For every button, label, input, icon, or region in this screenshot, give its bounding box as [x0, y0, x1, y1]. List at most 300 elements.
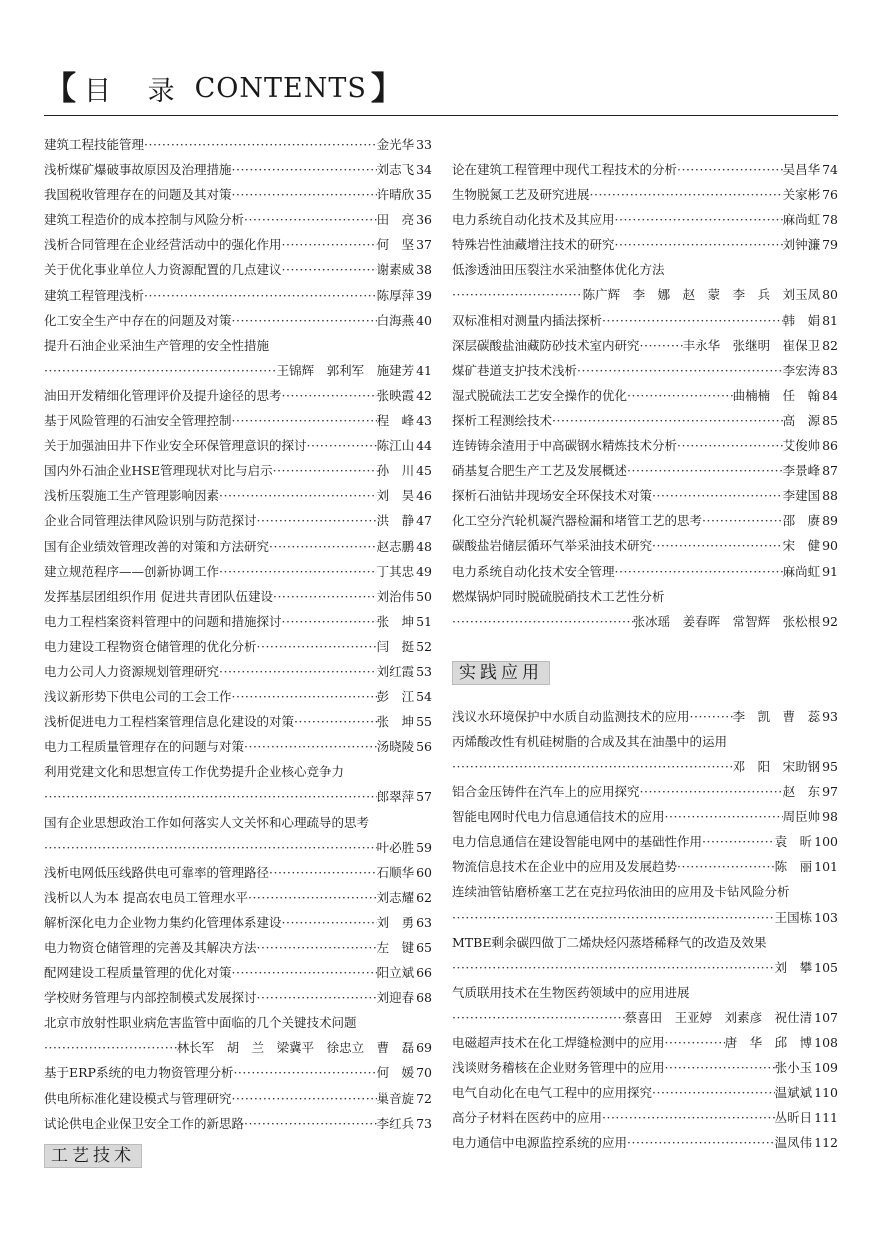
toc-row	[44, 408, 432, 433]
toc-entry[interactable]	[44, 232, 432, 257]
toc-entry[interactable]	[452, 207, 838, 232]
toc-row	[44, 609, 432, 634]
entry-title: 学校财务管理与内部控制模式发展探讨	[44, 990, 257, 1006]
toc-row	[44, 458, 432, 483]
dot-leader	[244, 734, 377, 759]
entry-page: 112	[814, 1135, 838, 1151]
entry-title: 浅析煤矿爆破事故原因及治理措施	[44, 162, 232, 178]
entry-title: 物流信息技术在企业中的应用及发展趋势	[452, 859, 678, 875]
dot-leader	[615, 559, 783, 584]
toc-row	[44, 910, 432, 935]
toc-entry[interactable]	[44, 759, 432, 784]
entry-title: 提升石油企业采油生产管理的安全性措施	[44, 337, 270, 353]
toc-row	[452, 358, 838, 383]
dot-leader	[232, 308, 377, 333]
entry-page: 37	[416, 237, 432, 253]
toc-entry[interactable]	[452, 1055, 838, 1080]
entry-title: 电力工程档案资料管理中的问题和措施探讨	[44, 613, 282, 629]
toc-row	[452, 754, 838, 779]
entry-page: 34	[416, 162, 432, 178]
entry-page: 83	[822, 362, 838, 378]
entry-page: 53	[416, 663, 432, 679]
entry-author: 丛昕日	[774, 1110, 813, 1126]
toc-entry[interactable]	[452, 433, 838, 458]
toc-entry[interactable]	[452, 729, 838, 754]
entry-title: 电力通信中电源监控系统的应用	[452, 1135, 628, 1151]
dot-leader	[652, 533, 783, 558]
toc-entry[interactable]	[44, 483, 432, 508]
toc-row	[44, 283, 432, 308]
entry-author: 张 坤	[376, 613, 415, 629]
toc-entry[interactable]	[44, 810, 432, 835]
toc-entry[interactable]	[452, 1080, 838, 1105]
toc-row	[452, 854, 838, 879]
toc-row	[452, 779, 838, 804]
entry-author: 唐 华 邱 博	[724, 1035, 813, 1050]
entry-page: 43	[416, 413, 432, 429]
toc-entry[interactable]	[452, 779, 838, 804]
toc-entry[interactable]	[452, 1130, 838, 1155]
entry-author: 赵志鹏	[376, 538, 415, 554]
entry-author: 艾俊帅	[782, 438, 821, 454]
entry-author: 麻尚虹	[782, 212, 821, 228]
toc-entry[interactable]	[452, 559, 838, 584]
dot-leader	[615, 207, 783, 232]
entry-title: 浅析压裂施工生产管理影响因素	[44, 488, 220, 504]
toc-row	[452, 508, 838, 533]
entry-author: 宋 健	[782, 538, 821, 554]
dot-leader	[282, 383, 377, 408]
toc-entry[interactable]	[44, 1086, 432, 1111]
entry-title: 低渗透油田压裂注水采油整体优化方法	[452, 262, 665, 278]
dot-leader	[640, 779, 783, 804]
entry-title: 双标准相对测量内插法探析	[452, 312, 603, 328]
dot-leader	[652, 1080, 775, 1105]
entry-author: 刘迎春	[376, 990, 415, 1006]
toc-row	[44, 960, 432, 985]
dot-leader	[452, 754, 733, 779]
entry-author: 关家彬	[782, 187, 821, 203]
toc-entry[interactable]	[44, 358, 432, 383]
dot-leader	[652, 483, 783, 508]
entry-title: 建筑工程技能管理	[44, 137, 145, 152]
entry-author: 郎翠萍	[376, 789, 415, 805]
section-heading-shijian: 实践应用	[452, 661, 550, 685]
entry-author: 李景峰	[782, 463, 821, 479]
toc-row	[452, 980, 838, 1005]
toc-entry[interactable]	[44, 408, 432, 433]
entry-title: 论在建筑工程管理中现代工程技术的分析	[452, 162, 678, 177]
toc-entry[interactable]	[452, 308, 838, 333]
entry-page: 41	[416, 362, 432, 378]
entry-page: 108	[814, 1035, 838, 1050]
entry-title: 浅析电网低压线路供电可靠率的管理路径	[44, 864, 270, 880]
toc-row	[452, 930, 838, 955]
toc-row	[452, 182, 838, 207]
entry-title: 电气自动化在电气工程中的应用探究	[452, 1085, 653, 1101]
entry-author: 陈 丽	[774, 859, 813, 875]
toc-entry[interactable]	[452, 408, 838, 433]
toc-entry[interactable]	[452, 508, 838, 533]
dot-leader	[282, 257, 377, 282]
entry-author: 刘志飞	[376, 162, 415, 178]
right-entries-a	[452, 157, 838, 634]
toc-row	[44, 534, 432, 559]
entry-author: 程 峰	[376, 413, 415, 429]
toc-entry[interactable]	[44, 734, 432, 759]
toc-entry[interactable]	[44, 458, 432, 483]
entry-author: 李 凯 曹 蕊	[732, 708, 821, 724]
entry-title: 电力物资仓储管理的完善及其解决方法	[44, 940, 257, 955]
dot-leader	[273, 584, 377, 609]
toc-row	[452, 1105, 838, 1130]
toc-entry[interactable]	[452, 333, 838, 358]
dot-leader	[269, 534, 377, 559]
toc-entry[interactable]	[452, 584, 838, 609]
entry-page: 46	[416, 488, 432, 504]
toc-entry[interactable]	[44, 709, 432, 734]
toc-row	[44, 1086, 432, 1111]
toc-row	[44, 1035, 432, 1060]
toc-entry[interactable]	[452, 854, 838, 879]
dot-leader	[282, 910, 377, 935]
toc-entry[interactable]	[452, 930, 838, 955]
entry-title: 建筑工程管理浅析	[44, 287, 145, 303]
entry-title: 铝合金压铸件在汽车上的应用探究	[452, 784, 640, 800]
entry-page: 88	[822, 488, 838, 504]
toc-entry[interactable]	[44, 885, 432, 910]
entry-page: 93	[822, 708, 838, 724]
entry-page: 50	[416, 588, 432, 604]
dot-leader	[702, 508, 783, 533]
toc-entry[interactable]	[44, 860, 432, 885]
toc-entry[interactable]	[44, 985, 432, 1010]
entry-author: 李建国	[782, 488, 821, 504]
dot-leader	[257, 508, 377, 533]
entry-author: 陈江山	[376, 438, 415, 454]
entry-author: 丰永华 张继明 崔保卫	[682, 337, 821, 353]
entry-author: 高 源	[782, 412, 821, 428]
toc-entry[interactable]	[452, 1030, 838, 1055]
entry-author: 张映霞	[376, 387, 415, 403]
entry-page: 56	[416, 739, 432, 755]
entry-page: 54	[416, 689, 432, 705]
dot-leader	[219, 659, 377, 684]
toc-row	[44, 182, 432, 207]
toc-entry[interactable]	[44, 132, 432, 157]
toc-row	[44, 584, 432, 609]
toc-entry[interactable]	[452, 483, 838, 508]
bracket-right: 】	[370, 69, 403, 107]
entry-page: 101	[814, 859, 838, 875]
entry-page: 59	[416, 839, 432, 855]
toc-entry[interactable]	[44, 1060, 432, 1085]
entry-title: 配网建设工程质量管理的优化对策	[44, 965, 232, 981]
dot-leader	[219, 483, 377, 508]
entry-title: 利用党建文化和思想宣传工作优势提升企业核心竞争力	[44, 764, 345, 780]
dot-leader	[144, 132, 377, 157]
toc-entry[interactable]	[44, 935, 432, 960]
toc-entry[interactable]	[452, 383, 838, 408]
entry-page: 72	[416, 1090, 432, 1106]
entry-author: 左 键	[376, 940, 415, 955]
toc-row	[452, 829, 838, 854]
toc-entry[interactable]	[44, 182, 432, 207]
entry-page: 82	[822, 337, 838, 353]
entry-author: 刘钟濂	[782, 237, 821, 253]
entry-page: 89	[822, 513, 838, 529]
dot-leader	[677, 854, 775, 879]
entry-title: 浅析合同管理在企业经营活动中的强化作用	[44, 237, 282, 253]
toc-row	[44, 935, 432, 960]
entry-page: 78	[822, 212, 838, 228]
toc-entry[interactable]	[452, 879, 838, 904]
entry-author: 陈厚萍	[376, 287, 415, 303]
toc-row	[44, 709, 432, 734]
dot-leader	[282, 609, 377, 634]
toc-row	[452, 433, 838, 458]
toc-row	[452, 955, 838, 980]
toc-row	[44, 1060, 432, 1085]
entry-title: 我国税收管理存在的问题及其对策	[44, 187, 232, 203]
entry-page: 33	[416, 137, 432, 152]
dot-leader	[232, 182, 377, 207]
entry-title: 智能电网时代电力信息通信技术的应用	[452, 809, 665, 825]
entry-title: 油田开发精细化管理评价及提升途径的思考	[44, 387, 282, 403]
toc-entry[interactable]	[44, 960, 432, 985]
toc-row	[44, 257, 432, 282]
section-heading-wrap	[44, 1136, 432, 1176]
toc-entry[interactable]	[44, 784, 432, 809]
dot-leader	[665, 804, 783, 829]
dot-leader	[44, 835, 377, 860]
toc-entry[interactable]	[452, 829, 838, 854]
toc-entry[interactable]	[452, 955, 838, 980]
toc-entry[interactable]	[452, 533, 838, 558]
toc-entry[interactable]	[44, 257, 432, 282]
entry-author: 林长军 胡 兰 梁冀平 徐忠立 曹 磊	[176, 1040, 415, 1056]
toc-entry[interactable]	[452, 754, 838, 779]
title-cn: 目 录	[84, 75, 189, 107]
dot-leader	[590, 182, 783, 207]
entry-page: 73	[416, 1115, 432, 1131]
entry-author: 麻尚虹	[782, 563, 821, 579]
dot-leader	[257, 634, 377, 659]
toc-entry[interactable]	[44, 508, 432, 533]
entry-author: 刘 攀	[774, 959, 813, 975]
entry-author: 谢素威	[376, 262, 415, 278]
toc-entry[interactable]	[44, 308, 432, 333]
entry-title: 丙烯酸改性有机硅树脂的合成及其在油墨中的运用	[452, 733, 728, 749]
entry-page: 42	[416, 387, 432, 403]
entry-author: 邓 阳 宋助钢	[732, 758, 821, 774]
entry-title: 特殊岩性油藏增注技术的研究	[452, 237, 615, 253]
toc-entry[interactable]	[452, 704, 838, 729]
entry-title: 连续油管钻磨桥塞工艺在克拉玛依油田的应用及卡钻风险分析	[452, 884, 790, 900]
dot-leader	[257, 935, 377, 960]
entry-page: 97	[822, 784, 838, 800]
entry-title: 化工安全生产中存在的问题及对策	[44, 312, 232, 328]
dot-leader	[452, 955, 775, 980]
toc-entry[interactable]	[452, 232, 838, 257]
toc-row	[44, 985, 432, 1010]
toc-entry[interactable]	[44, 1111, 432, 1136]
entry-author: 邵 赓	[782, 513, 821, 529]
toc-entry[interactable]	[44, 283, 432, 308]
entry-title: 探析石油钻井现场安全环保技术对策	[452, 488, 653, 504]
entry-author: 刘 昊	[376, 488, 415, 504]
entry-page: 87	[822, 463, 838, 479]
entry-author: 汤晓陵	[376, 739, 415, 755]
entry-title: 企业合同管理法律风险识别与防范探讨	[44, 513, 257, 529]
toc-entry[interactable]	[44, 684, 432, 709]
dot-leader	[307, 433, 377, 458]
dot-leader	[232, 684, 377, 709]
toc-entry[interactable]	[44, 534, 432, 559]
toc-row	[44, 784, 432, 809]
title-en: CONTENTS	[194, 72, 367, 104]
toc-row	[452, 1005, 838, 1030]
dot-leader	[257, 985, 377, 1010]
toc-entry[interactable]	[452, 1105, 838, 1130]
entry-page: 47	[416, 513, 432, 529]
dot-leader	[233, 1060, 376, 1085]
toc-entry[interactable]	[44, 333, 432, 358]
toc-entry[interactable]	[452, 1005, 838, 1030]
toc-entry[interactable]	[452, 609, 838, 634]
toc-entry[interactable]	[452, 157, 838, 182]
dot-leader	[615, 232, 783, 257]
toc-row	[44, 383, 432, 408]
entry-author: 石顺华	[376, 864, 415, 880]
toc-entry[interactable]	[44, 609, 432, 634]
toc-entry[interactable]	[452, 182, 838, 207]
dot-leader	[627, 458, 783, 483]
entry-page: 76	[822, 187, 838, 203]
entry-author: 赵 东	[782, 784, 821, 800]
entry-title: 气质联用技术在生物医药领域中的应用进展	[452, 984, 690, 1000]
entry-page: 95	[822, 758, 838, 774]
dot-leader	[232, 408, 377, 433]
toc-row	[452, 333, 838, 358]
entry-page: 92	[822, 613, 838, 629]
dot-leader	[282, 232, 377, 257]
entry-page: 52	[416, 638, 432, 654]
toc-entry[interactable]	[452, 804, 838, 829]
entry-page: 36	[416, 212, 432, 228]
toc-entry[interactable]	[44, 433, 432, 458]
toc-row	[452, 282, 838, 307]
entry-title: 探析工程测绘技术	[452, 412, 553, 428]
toc-entry[interactable]	[44, 584, 432, 609]
toc-row	[44, 810, 432, 835]
entry-author: 李宏涛	[782, 362, 821, 378]
entry-author: 何 坚	[376, 237, 415, 253]
entry-author: 韩 娟	[782, 312, 821, 328]
entry-title: 浅议水环境保护中水质自动监测技术的应用	[452, 708, 690, 724]
contents-header	[44, 68, 403, 108]
toc-row	[452, 533, 838, 558]
toc-entry[interactable]	[452, 257, 838, 282]
entry-author: 刘红霞	[376, 663, 415, 679]
toc-row	[44, 1010, 432, 1035]
toc-entry[interactable]	[452, 358, 838, 383]
toc-entry[interactable]	[44, 383, 432, 408]
toc-row	[44, 734, 432, 759]
toc-entry[interactable]	[44, 1035, 432, 1060]
toc-entry[interactable]	[452, 980, 838, 1005]
entry-title: 发挥基层团组织作用 促进共青团队伍建设	[44, 588, 273, 604]
toc-entry[interactable]	[452, 282, 838, 307]
entry-page: 79	[822, 237, 838, 253]
entry-author: 田 亮	[376, 212, 415, 228]
toc-row	[452, 729, 838, 754]
toc-row	[44, 659, 432, 684]
entry-title: 高分子材料在医药中的应用	[452, 1110, 603, 1126]
toc-entry[interactable]	[44, 157, 432, 182]
entry-author: 闫 挺	[376, 638, 415, 654]
toc-entry[interactable]	[452, 458, 838, 483]
dot-leader	[44, 358, 277, 383]
toc-row	[44, 132, 432, 157]
dot-leader	[665, 1055, 775, 1080]
entry-page: 100	[814, 834, 838, 850]
entry-page: 51	[416, 613, 432, 629]
entry-page: 66	[416, 965, 432, 981]
entry-author: 洪 静	[376, 513, 415, 529]
dot-leader	[144, 283, 377, 308]
dot-leader	[294, 709, 377, 734]
entry-page: 55	[416, 714, 432, 730]
toc-row	[452, 704, 838, 729]
entry-page: 91	[822, 563, 838, 579]
toc-entry[interactable]	[44, 207, 432, 232]
entry-author: 许晴欣	[376, 187, 415, 203]
entry-page: 80	[822, 287, 838, 303]
entry-author: 张冰瑶 姜春晖 常智辉 张松根	[632, 613, 821, 629]
entry-title: 关于优化事业单位人力资源配置的几点建议	[44, 262, 282, 278]
entry-author: 周臣帅	[782, 809, 821, 825]
toc-row	[452, 157, 838, 182]
toc-entry[interactable]	[44, 659, 432, 684]
toc-row	[452, 207, 838, 232]
toc-row	[44, 333, 432, 358]
toc-entry[interactable]	[44, 1010, 432, 1035]
entry-author: 温斌斌	[774, 1085, 813, 1101]
dot-leader	[248, 885, 377, 910]
toc-entry[interactable]	[44, 634, 432, 659]
entry-title: 关于加强油田井下作业安全环保管理意识的探讨	[44, 438, 307, 454]
entry-title: 连铸铸余渣用于中高碳钢水精炼技术分析	[452, 438, 678, 454]
toc-entry[interactable]	[44, 910, 432, 935]
toc-row	[452, 483, 838, 508]
entry-title: 电磁超声技术在化工焊缝检测中的应用	[452, 1035, 665, 1050]
dot-leader	[273, 458, 377, 483]
toc-row	[44, 308, 432, 333]
dot-leader	[452, 282, 583, 307]
toc-entry[interactable]	[452, 905, 838, 930]
dot-leader	[640, 333, 683, 358]
entry-author: 巢音旋	[376, 1090, 415, 1106]
toc-entry[interactable]	[44, 559, 432, 584]
toc-entry[interactable]	[44, 835, 432, 860]
dot-leader	[232, 157, 377, 182]
entry-title: 国内外石油企业HSE管理现状对比与启示	[44, 463, 273, 479]
entry-page: 40	[416, 312, 432, 328]
entry-title: 供电所标准化建设模式与管理研究	[44, 1090, 232, 1106]
entry-title: MTBE剩余碳四做丁二烯炔烃闪蒸塔稀释气的改造及效果	[452, 934, 767, 950]
toc-row	[452, 257, 838, 282]
